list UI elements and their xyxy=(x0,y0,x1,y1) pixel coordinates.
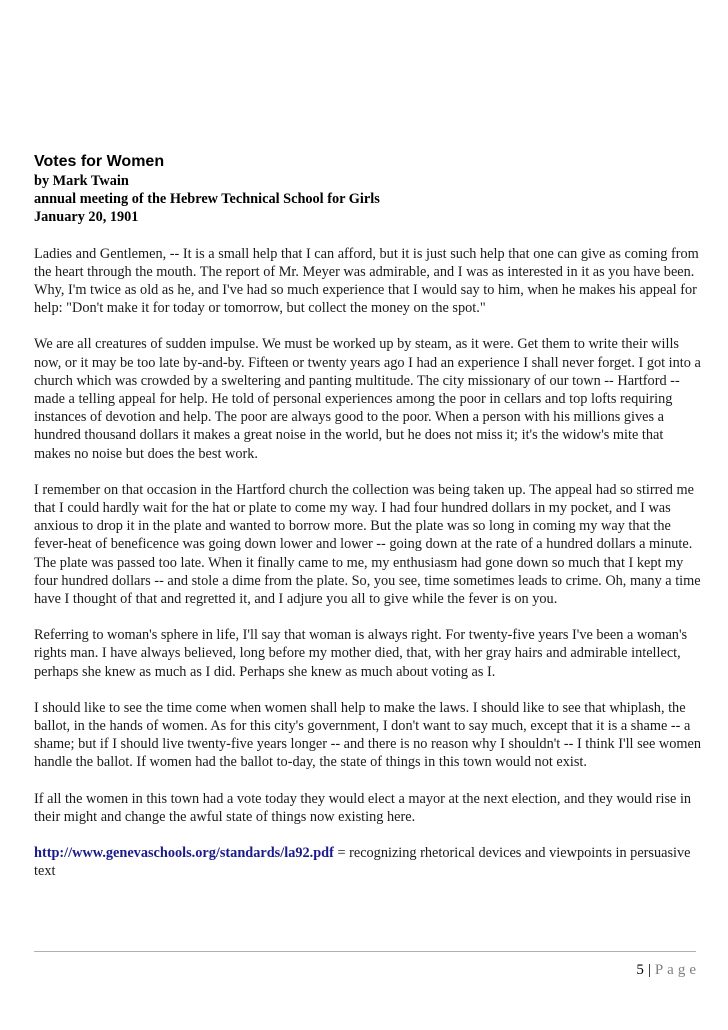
source-note: = recognizing rhetorical devices and viewpoints in persuasive text xyxy=(34,845,691,880)
paragraph: I should like to see the time come when women shall help to make the laws. I should like to see that whiplash, the ballot, in the hands of women. As for this city's government, I don't want to say much, except that it is a shame -- a shame; but if I should live twenty-five years longer -- and there is no reason why I shouldn't -- I think I'll see women handle the ballot. If women had the ballot to-day, the state of things in this town would not exist. xyxy=(34,699,702,771)
document-body xyxy=(34,152,702,899)
page-number: 5 xyxy=(636,962,644,978)
page-label: Page xyxy=(654,962,700,978)
paragraph: If all the women in this town had a vote today they would elect a mayor at the next election, and they would rise in their might and change the awful state of things now existing here. xyxy=(34,790,692,825)
paragraph: I remember on that occasion in the Hartford church the collection was being taken up. The appeal had so stirred me that I could hardly wait for the hat or plate to come my way. I had four hundred dollars in my pocket, and I was anxious to drop it in the plate and wanted to borrow more. But the plate was so long in coming my way that the fever-heat of beneficence was going down lower and lower -- going down at the rate of a hundred dollars a minute. The plate was passed too late. When it finally came to me, my enthusiasm had gone down so much that I kept my four hundred dollars -- and stole a dime from the plate. So, you see, time sometimes leads to crime. Oh, many a time have I thought of that and regretted it, and I adjure you all to give while the fever is on you. xyxy=(34,481,701,608)
document-title: Votes for Women xyxy=(34,153,165,170)
header-block xyxy=(34,152,702,227)
footer-separator: | xyxy=(647,962,651,978)
speech-date: January 20, 1901 xyxy=(34,209,139,226)
page-footer xyxy=(636,962,700,979)
paragraph: We are all creatures of sudden impulse. We must be worked up by steam, as it were. Get them to write their wills now, or it may be too late by-and-by. Fifteen or twenty years ago I had an experience I shall never forget. I got into a church which was crowded by a sweltering and panting multitude. The city missionary of our town -- Hartford -- made a telling appeal for help. He told of personal experiences among the poor in cellars and top lofts requiring instances of devotion and help. The poor are always good to the poor. When a person with his millions gives a hundred thousand dollars it makes a great noise in the world, but he does not miss it; it's the widow's mite that makes no noise but does the best work. xyxy=(34,336,701,462)
source-link[interactable]: http://www.genevaschools.org/standards/la92.pdf xyxy=(34,845,334,862)
source-line xyxy=(34,844,702,880)
paragraph: Ladies and Gentlemen, -- It is a small help that I can afford, but it is just such help that one can give as coming from the heart through the mouth. The report of Mr. Meyer was admirable, and I was as interested in it as you have been. Why, I'm twice as old as he, and I've had so much experience that I would say to him, when he makes his appeal for help: "Don't make it for today or tomorrow, but collect the money on the spot." xyxy=(34,245,699,317)
byline: by Mark Twain xyxy=(34,173,129,189)
paragraph: Referring to woman's sphere in life, I'll say that woman is always right. For twenty-five years I've been a woman's rights man. I have always believed, long before my mother died, that, with her gray hairs and admirable intellect, perhaps she knew as much as I did. Perhaps she knew as much about voting as I. xyxy=(34,627,688,680)
footer-divider xyxy=(34,951,696,952)
occasion: annual meeting of the Hebrew Technical School for Girls xyxy=(34,191,380,208)
